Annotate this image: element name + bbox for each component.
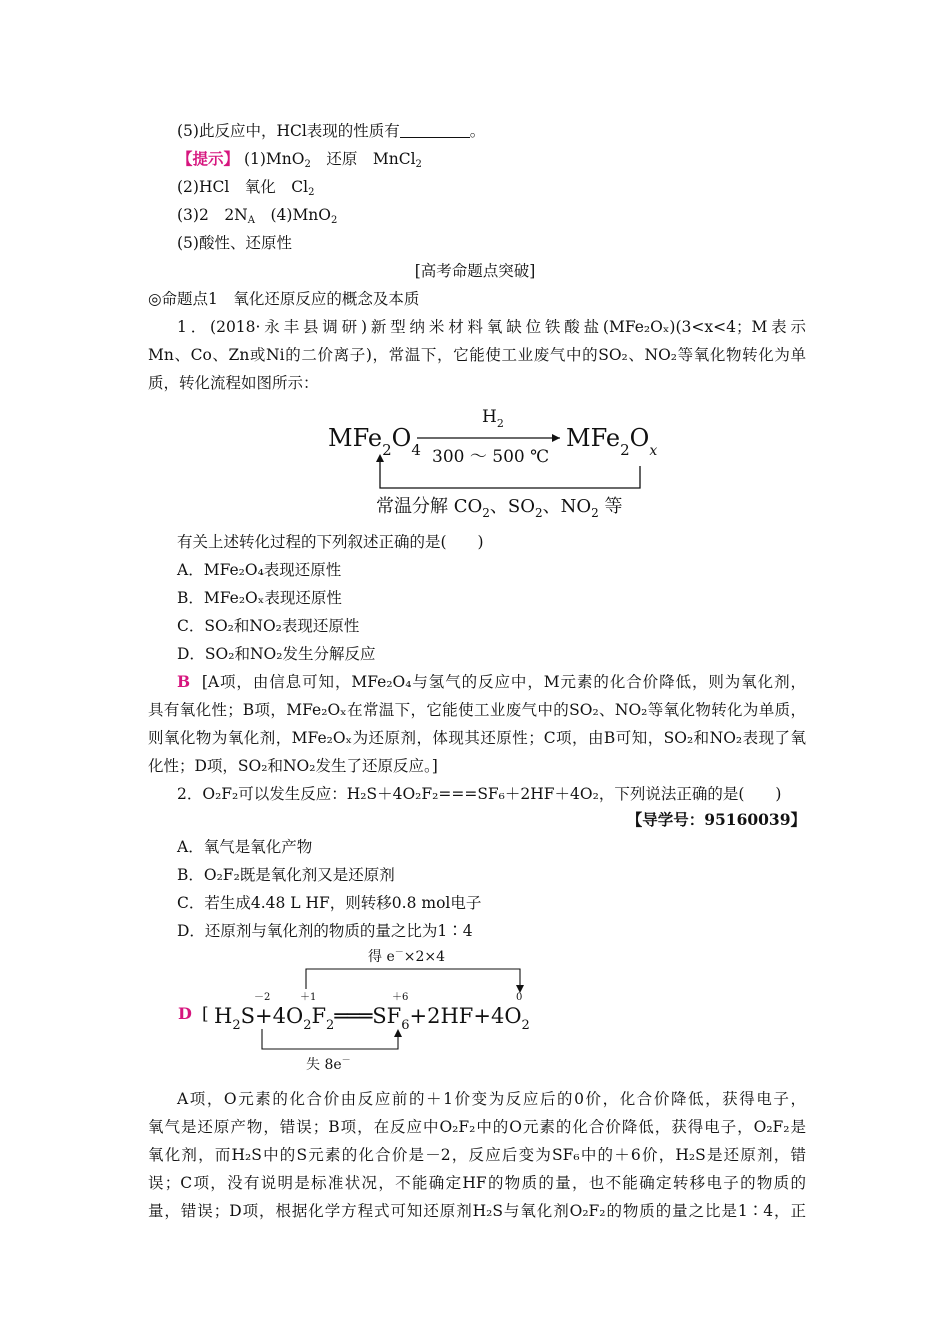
q2-guide-number: 【导学号：95160039】 (626, 810, 806, 829)
equation-main: $H_2S+4O_2F_2═══SF_6+2HF+4O_2$ (214, 1004, 530, 1033)
q1-explanation-1: B [A项，由信息可知，MFe₂O₄与氢气的反应中，M元素的化合价降低，则为氧化剂， (177, 672, 806, 691)
ox-number-s-left: －2 (254, 992, 271, 1003)
gain-bracket-line (306, 969, 520, 989)
answer-blank (400, 123, 470, 138)
q1-explanation-2: 具有氧化性；B项，MFe₂Oₓ在常温下，它能使工业废气中的SO₂、NO₂等氧化物转化为单质， (148, 701, 806, 719)
ox-number-o-left: ＋1 (300, 992, 317, 1003)
q1-line-1: 1．(2018·永丰县调研)新型纳米材料氧缺位铁酸盐(MFe₂Oₓ)(3<x<4；M表示 (177, 318, 806, 336)
q1-line-3: 质，转化流程如图所示： (148, 374, 319, 392)
q1-option-b: B．MFe₂Oₓ表现还原性 (177, 589, 342, 607)
q2-explanation-2: 氧气是还原产物，错误；B项，在反应中O₂F₂中的O元素的化合价降低，获得电子，O₂F₂是 (148, 1118, 806, 1136)
q1-line-2: Mn、Co、Zn或Ni的二价离子)，常温下，它能使工业废气中的SO₂、NO₂等氧化物转化为单 (148, 346, 806, 364)
electron-transfer-equation (170, 945, 590, 1073)
section-title: [高考命题点突破] (414, 262, 536, 280)
q1-option-d: D．SO₂和NO₂发生分解反应 (177, 645, 376, 663)
q2-explanation-3: 氧化剂，而H₂S中的S元素的化合价是－2，反应后变为SF₆中的＋6价，H₂S是还原剂，错 (148, 1146, 806, 1164)
q2-option-a: A．氧气是氧化产物 (177, 838, 313, 856)
hint-1: (1)MnO$_2$ 还原 MnCl$_2$ (243, 150, 422, 170)
ox-number-s-right: ＋6 (392, 992, 409, 1003)
q2-answer-letter: D (178, 1004, 192, 1023)
q1-explanation-3: 则氧化物为氧化剂，MFe₂Oₓ为还原剂，体现其还原性；C项，由B可知，SO₂和NO₂表现了氧 (148, 729, 806, 747)
q1-option-a: A．MFe₂O₄表现还原性 (177, 561, 342, 579)
q2-explanation-5: 量，错误；D项，根据化学方程式可知还原剂H₂S与氧化剂O₂F₂的物质的量之比是1∶4，正 (148, 1202, 806, 1220)
hint-line-3: (3)2 $2N_A$ (4)MnO$_2$ (177, 206, 338, 226)
q2-line-1: 2．O₂F₂可以发生反应：H₂S＋4O₂F₂===SF₆＋2HF＋4O₂，下列说法正确的是( ) (177, 785, 782, 803)
conversion-flow-diagram (320, 398, 660, 523)
q2-option-b: B．O₂F₂既是氧化剂又是还原剂 (177, 866, 395, 884)
flow-arrow-head (552, 434, 560, 442)
ox-number-o-right: 0 (516, 992, 523, 1003)
hint-line-5: (5)酸性、还原性 (177, 234, 292, 252)
hint-line-1 (177, 148, 422, 170)
q1-option-c: C．SO₂和NO₂表现还原性 (177, 617, 360, 635)
flow-right-formula: $MFe_2O_x$ (566, 424, 658, 459)
q1-ask: 有关上述转化过程的下列叙述正确的是( ) (177, 533, 484, 551)
topic-title: ◎命题点1 氧化还原反应的概念及本质 (148, 290, 420, 308)
loss-label: 失 8e－ (306, 1056, 351, 1073)
flow-reagent: $H_2$ (482, 407, 504, 430)
hint-line-2: (2)HCl 氧化 $Cl_2$ (177, 178, 315, 198)
q2-option-c: C．若生成4.48 L HF，则转移0.8 mol电子 (177, 894, 482, 912)
q2-explanation-4: 误；C项，没有说明是标准状况，不能确定HF的物质的量，也不能确定转移电子的物质的 (148, 1174, 806, 1192)
q5-line (177, 120, 485, 142)
q2-option-d: D．还原剂与氧化剂的物质的量之比为1∶4 (177, 922, 473, 940)
flow-bottom-label: 常温分解 $CO_2$、$SO_2$、$NO_2$ 等 (376, 496, 623, 520)
gain-label: 得 e－×2×4 (368, 948, 446, 965)
q5-suffix: 。 (469, 122, 486, 140)
hint-label: 【提示】 (177, 149, 240, 168)
equation-bracket: [ (202, 1004, 209, 1024)
flow-condition: 300 ～ 500 ℃ (432, 447, 550, 467)
q5-text: (5)此反应中，HCl表现的性质有 (177, 122, 400, 140)
q1-answer-letter: B (177, 672, 191, 691)
q2-explanation-1: A项，O元素的化合价由反应前的＋1价变为反应后的0价，化合价降低，获得电子， (177, 1090, 806, 1108)
flow-left-formula: $MFe_2O_4$ (328, 424, 421, 459)
q1-explanation-4: 化性；D项，SO₂和NO₂发生了还原反应。] (148, 757, 438, 775)
